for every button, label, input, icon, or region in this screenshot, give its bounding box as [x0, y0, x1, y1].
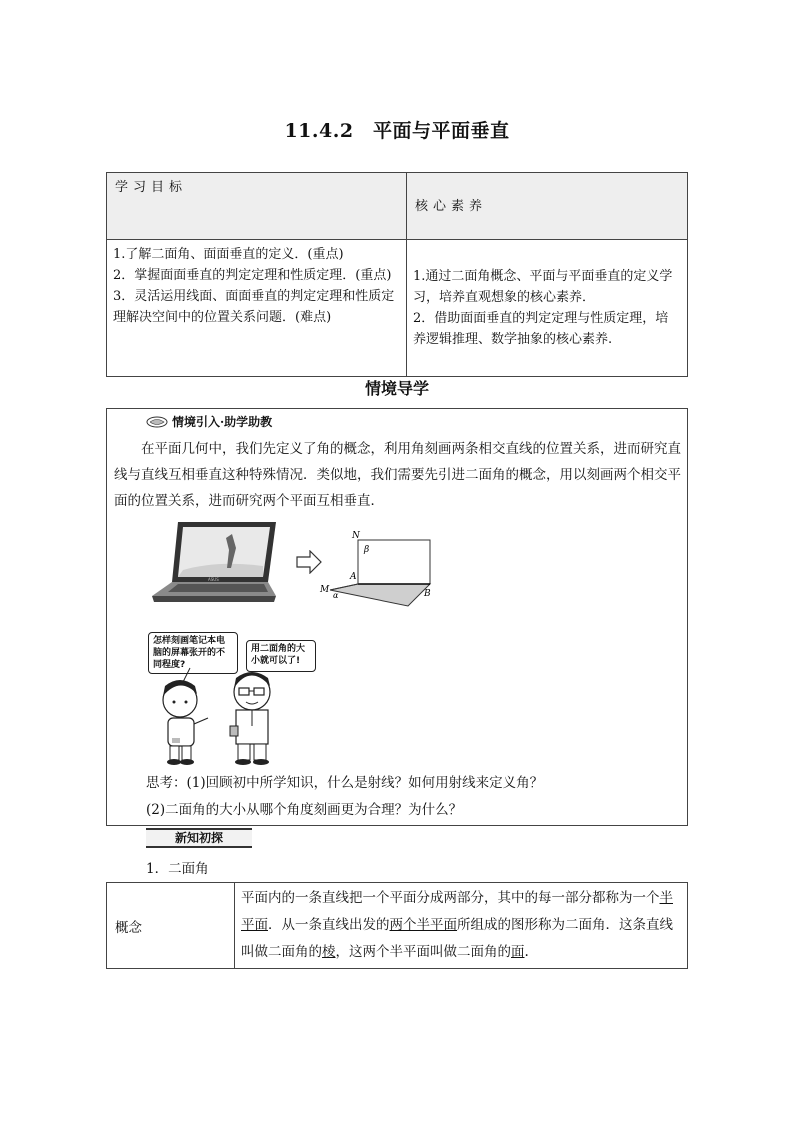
- label-A: A: [350, 572, 357, 582]
- dihedral-diagram: [318, 522, 438, 610]
- def-text-4: ，这两个半平面叫做二面角的: [335, 944, 511, 960]
- intro-paragraph: 在平面几何中，我们先定义了角的概念，利用角刻画两条相交直线的位置关系，进而研究直线与直线互相垂直这种特殊情况．类似地，我们需要先引进二面角的概念，用以刻画两个相交平面的位置关系，进而研究两个平面互相垂直．: [114, 441, 681, 509]
- speech-bubble-left: 怎样刻画笔记本电脑的屏幕张开的不同程度?: [148, 632, 238, 674]
- goal-item: 1.了解二面角、面面垂直的定义．(重点): [113, 247, 344, 262]
- concept-definition: [235, 883, 688, 969]
- goal-item: 2．掌握面面垂直的判定定理和性质定理．(重点): [113, 268, 392, 283]
- def-term-face: 面: [511, 944, 525, 960]
- badge-label: 情境引入·助学助教: [172, 415, 273, 429]
- literacy-header: 核心素养: [407, 173, 688, 240]
- def-term-two-half-planes: 两个半平面: [389, 917, 457, 933]
- speech-bubble-right: 用二面角的大小就可以了!: [246, 640, 316, 672]
- def-term-edge: 棱: [322, 944, 336, 960]
- def-text-2: ．从一条直线出发的: [268, 917, 390, 933]
- def-text-end: .: [524, 944, 529, 960]
- section-title: 情境导学: [364, 379, 429, 398]
- label-M: M: [320, 585, 330, 595]
- cartoon-characters: [150, 666, 310, 766]
- think-question-1: 思考：(1)回顾初中所学知识，什么是射线？如何用射线来定义角？: [146, 775, 544, 791]
- label-B: B: [424, 589, 431, 599]
- think-question-2: (2)二面角的大小从哪个角度刻画更为合理？为什么？: [146, 802, 463, 818]
- page-title: 11.4.2 平面与平面垂直: [284, 120, 510, 142]
- laptop-image: [148, 520, 278, 606]
- laptop-brand: ASUS: [208, 577, 219, 582]
- learning-goals-table: [106, 172, 688, 377]
- label-beta: β: [364, 545, 370, 555]
- goals-cell: [107, 240, 407, 377]
- literacy-item: 2．借助面面垂直的判定定理与性质定理，培养逻辑推理、数学抽象的核心素养.: [413, 311, 669, 347]
- new-knowledge-label: 新知初探: [146, 828, 252, 848]
- label-alpha: α: [333, 591, 339, 600]
- concept-label: 概念: [107, 883, 235, 969]
- literacy-cell: [407, 240, 688, 377]
- handshake-icon: [146, 416, 168, 428]
- intro-badge: [146, 413, 272, 430]
- label-N: N: [352, 531, 360, 541]
- definition-table: [106, 882, 688, 969]
- def-text-3: 所组成的图形称为二面角．这条直线叫做二面角的: [241, 917, 673, 960]
- item-dihedral-angle: 1．二面角: [146, 861, 209, 877]
- goal-item: 3．灵活运用线面、面面垂直的判定定理和性质定理解决空间中的位置关系问题．(难点): [113, 289, 395, 325]
- def-term-half-plane: 半平面: [241, 890, 673, 933]
- literacy-item: 1.通过二面角概念、平面与平面垂直的定义学习，培养直观想象的核心素养．: [413, 269, 673, 305]
- goals-header: 学习目标: [107, 173, 407, 240]
- def-text-1: 平面内的一条直线把一个平面分成两部分，其中的每一部分都称为一个: [241, 890, 660, 906]
